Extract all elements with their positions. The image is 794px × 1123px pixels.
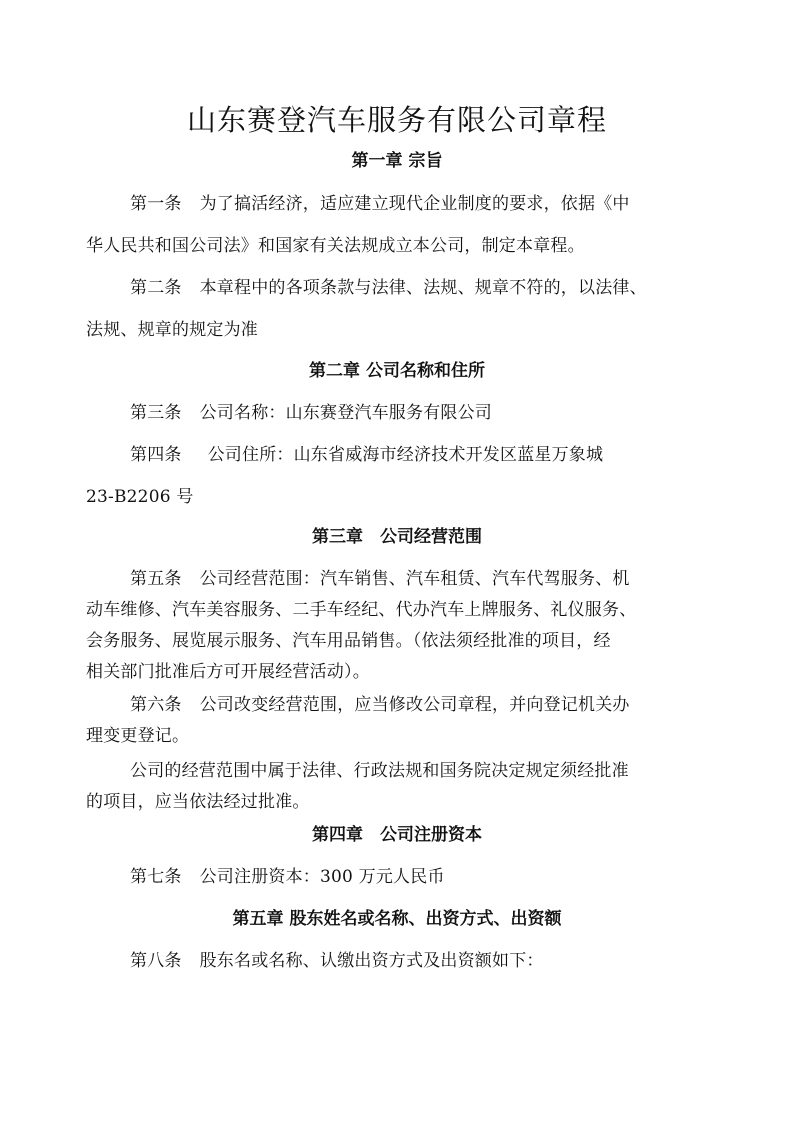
article-8-line-1: 第八条 股东名或名称、认缴出资方式及出资额如下： <box>130 951 544 971</box>
article-4-line-2: 23-B2206 号 <box>86 487 194 507</box>
article-3-line-1: 第三条 公司名称：山东赛登汽车服务有限公司 <box>130 403 493 423</box>
article-6-line-2: 理变更登记。 <box>86 726 190 746</box>
article-2-line-1: 第二条 本章程中的各项条款与法律、法规、规章不符的，以法律、 <box>130 278 647 298</box>
chapter-1-heading: 第一章 宗旨 <box>351 151 443 171</box>
article-1-line-1: 第一条 为了搞活经济，适应建立现代企业制度的要求，依据《中 <box>130 194 630 214</box>
chapter-2-heading: 第二章 公司名称和住所 <box>309 361 485 381</box>
scope-paragraph-line-1: 公司的经营范围中属于法律、行政法规和国务院决定规定须经批准 <box>130 761 629 781</box>
article-6-label: 第六条 <box>130 695 182 715</box>
article-1-label: 第一条 <box>130 194 182 214</box>
article-8-label: 第八条 <box>130 951 182 971</box>
article-5-line-4: 相关部门批准后方可开展经营活动）。 <box>86 662 370 682</box>
article-2-label: 第二条 <box>130 278 182 298</box>
article-6-line-1: 第六条 公司改变经营范围，应当修改公司章程，并向登记机关办 <box>130 695 630 715</box>
article-4-line-1: 第四条 公司住所：山东省威海市经济技术开发区蓝星万象城 <box>130 445 604 465</box>
article-1-line-2: 华人民共和国公司法》和国家有关法规成立本公司，制定本章程。 <box>86 236 585 256</box>
document-title: 山东赛登汽车服务有限公司章程 <box>186 103 607 137</box>
scope-paragraph-line-2: 的项目，应当依法经过批准。 <box>86 792 310 812</box>
chapter-4-heading: 第四章 公司注册资本 <box>312 825 482 845</box>
article-2-line-2: 法规、规章的规定为准 <box>86 320 258 340</box>
article-4-label: 第四条 <box>130 445 182 465</box>
chapter-5-heading: 第五章 股东姓名或名称、出资方式、出资额 <box>232 909 562 929</box>
article-5-line-2: 动车维修、汽车美容服务、二手车经纪、代办汽车上牌服务、礼仪服务、 <box>86 600 637 620</box>
article-7-label: 第七条 <box>130 867 182 887</box>
article-5-line-3: 会务服务、展览展示服务、汽车用品销售。（依法须经批准的项目，经 <box>86 631 611 651</box>
article-5-line-1: 第五条 公司经营范围：汽车销售、汽车租赁、汽车代驾服务、机 <box>130 569 630 589</box>
chapter-3-heading: 第三章 公司经营范围 <box>312 527 482 547</box>
article-7-line-1: 第七条 公司注册资本：300 万元人民币 <box>130 867 445 887</box>
article-3-label: 第三条 <box>130 403 182 423</box>
article-5-label: 第五条 <box>130 569 182 589</box>
